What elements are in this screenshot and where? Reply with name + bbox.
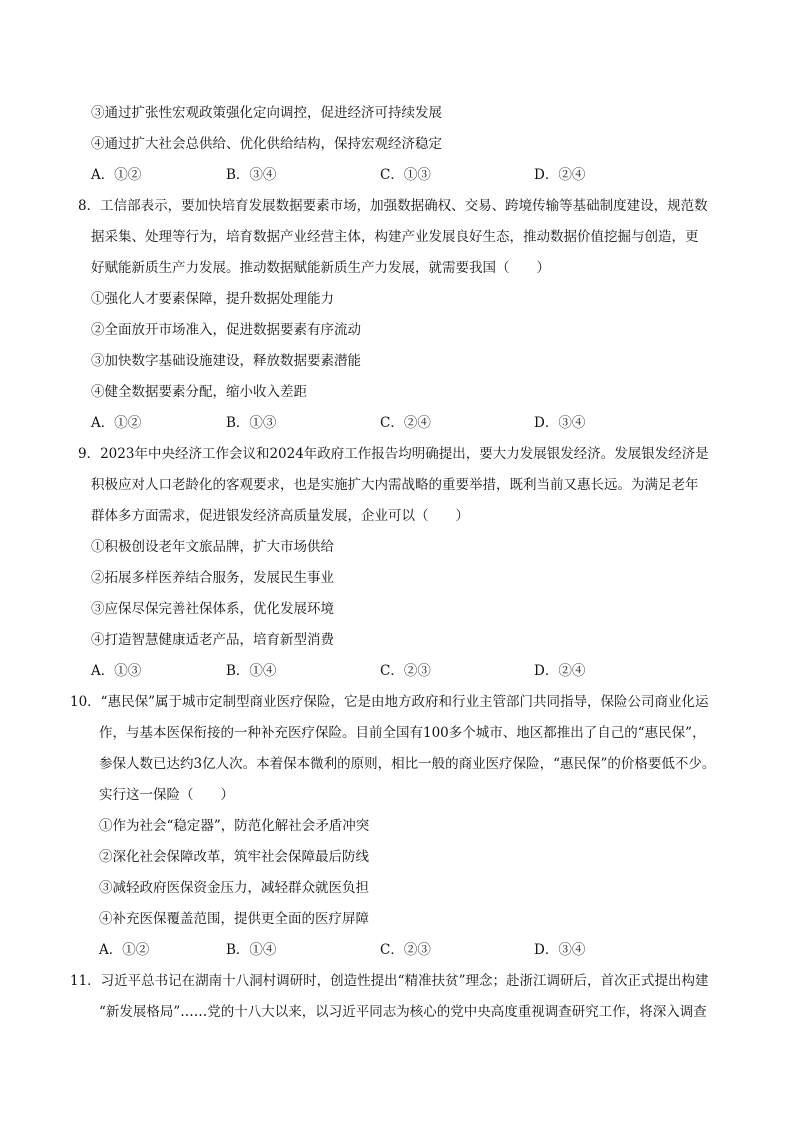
q7-statement-3: ③通过扩张性宏观政策强化定向调控，促进经济可持续发展	[91, 105, 442, 121]
q10-stem-line-4: 实行这一保险（ ）	[99, 787, 234, 803]
q8-stem-line-3: 好赋能新质生产力发展。推动数据赋能新质生产力发展，就需要我国（ ）	[91, 260, 550, 276]
q10-statement-4: ④补充医保覆盖范围，提供更全面的医疗屏障	[99, 911, 369, 927]
q10-option-d: D．③④	[534, 942, 586, 958]
q7-statement-4: ④通过扩大社会总供给、优化供给结构，保持宏观经济稳定	[91, 136, 442, 152]
q9-stem-line-2: 积极应对人口老龄化的客观要求，也是实施扩大内需战略的重要举措，既利当前又惠长远。为满足老年	[91, 477, 699, 493]
q8-statement-4: ④健全数据要素分配，缩小收入差距	[91, 384, 307, 400]
q8-option-c: C．②④	[380, 415, 431, 431]
q8-statement-2: ②全面放开市场准入，促进数据要素有序流动	[91, 322, 361, 338]
q9-stem-line-1: 9．2023年中央经济工作会议和2024年政府工作报告均明确提出，要大力发展银发经济。发展银发经济是	[78, 446, 709, 462]
q10-statement-1: ①作为社会“稳定器”，防范化解社会矛盾冲突	[99, 818, 370, 834]
q8-option-b: B．①③	[226, 415, 277, 431]
q11-stem-line-2: “新发展格局”……党的十八大以来，以习近平同志为核心的党中央高度重视调查研究工作，将深入调查	[99, 1004, 707, 1020]
q8-stem-line-1: 8．工信部表示，要加快培育发展数据要素市场，加强数据确权、交易、跨境传输等基础制度建设，规范数	[78, 198, 708, 214]
q9-option-a: A．①③	[91, 663, 142, 679]
q10-option-a: A．①②	[99, 942, 150, 958]
q7-option-c: C．①③	[380, 167, 431, 183]
q9-option-d: D．②④	[534, 663, 586, 679]
q8-statement-1: ①强化人才要素保障，提升数据处理能力	[91, 291, 334, 307]
q8-option-d: D．③④	[534, 415, 586, 431]
q7-option-a: A．①②	[91, 167, 142, 183]
q11-stem-line-1: 11．习近平总书记在湖南十八洞村调研时，创造性提出“精准扶贫”理念；赴浙江调研后，首次正式提出构建	[70, 973, 709, 989]
q10-statement-2: ②深化社会保障改革，筑牢社会保障最后防线	[99, 849, 369, 865]
q9-stem-line-3: 群体多方面需求，促进银发经济高质量发展，企业可以（ ）	[91, 508, 469, 524]
q10-option-b: B．①④	[226, 942, 277, 958]
q10-option-c: C．②③	[380, 942, 431, 958]
q9-statement-4: ④打造智慧健康适老产品，培育新型消费	[91, 632, 334, 648]
q8-stem-line-2: 据采集、处理等行为，培育数据产业经营主体，构建产业发展良好生态，推动数据价值挖掘与创造，更	[91, 229, 699, 245]
q10-stem-line-2: 作，与基本医保衔接的一种补充医疗保险。目前全国有100多个城市、地区都推出了自己的“惠民保”，	[99, 725, 706, 741]
q9-option-b: B．①④	[226, 663, 277, 679]
q8-option-a: A．①②	[91, 415, 142, 431]
q10-stem-line-3: 参保人数已达约3亿人次。本着保本微利的原则，相比一般的商业医疗保险，“惠民保”的价格要低不少。	[99, 756, 716, 772]
q9-option-c: C．②③	[380, 663, 431, 679]
q9-statement-2: ②拓展多样医养结合服务，发展民生事业	[91, 570, 334, 586]
q9-statement-3: ③应保尽保完善社保体系，优化发展环境	[91, 601, 334, 617]
q9-statement-1: ①积极创设老年文旅品牌，扩大市场供给	[91, 539, 334, 555]
q10-stem-line-1: 10．“惠民保”属于城市定制型商业医疗保险，它是由地方政府和行业主管部门共同指导，保险公司商业化运	[70, 694, 709, 710]
q8-statement-3: ③加快数字基础设施建设，释放数据要素潜能	[91, 353, 361, 369]
q10-statement-3: ③减轻政府医保资金压力，减轻群众就医负担	[99, 880, 369, 896]
q7-option-b: B．③④	[226, 167, 277, 183]
q7-option-d: D．②④	[534, 167, 586, 183]
